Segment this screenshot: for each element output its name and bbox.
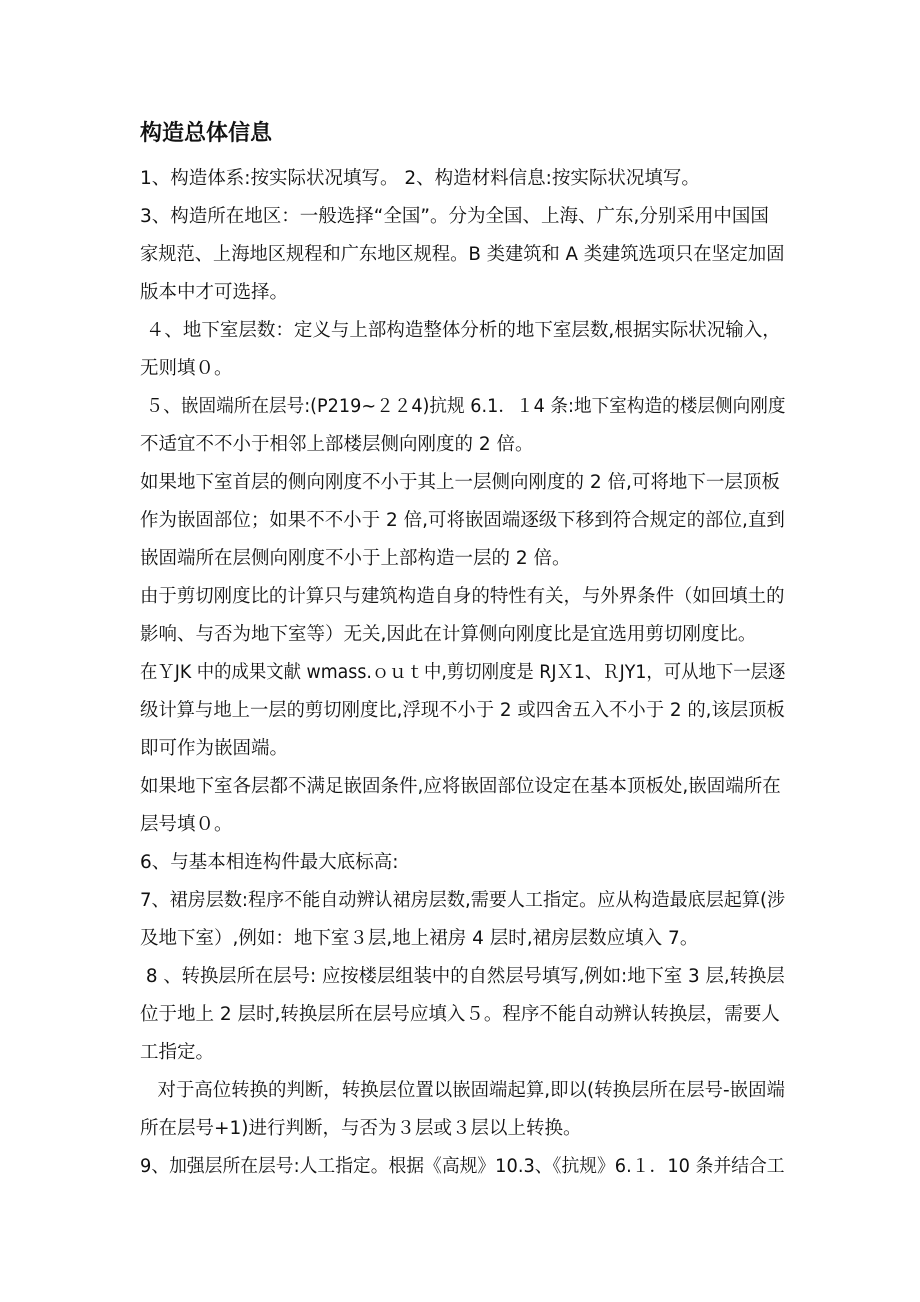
- text-line: 作为嵌固部位；如果不不小于 2 倍,可将嵌固端逐级下移到符合规定的部位,直到: [140, 510, 785, 531]
- text-line: 9、加强层所在层号:人工指定。根据《高规》10.3、《抗规》6.１．10 条并结合工: [140, 1156, 785, 1177]
- text-line: 由于剪切刚度比的计算只与建筑构造自身的特性有关，与外界条件（如回填土的: [140, 586, 785, 607]
- document-title: 构造总体信息: [140, 121, 273, 146]
- text-line: 版本中才可选择。: [140, 282, 289, 303]
- text-line: 如果地下室首层的侧向刚度不小于其上一层侧向刚度的 2 倍,可将地下一层顶板: [140, 472, 780, 493]
- text-line: 及地下室）,例如：地下室３层,地上裙房 4 层时,裙房层数应填入 7。: [140, 928, 699, 949]
- text-line: 在ＹJK 中的成果文献 wmass.ｏｕｔ中,剪切刚度是 RJＸ1、ＲJY1，可从地下一层逐: [140, 662, 786, 683]
- text-line: 3、构造所在地区：一般选择“全国”。分为全国、上海、广东,分别采用中国国: [140, 206, 769, 227]
- text-line: ４、地下室层数：定义与上部构造整体分析的地下室层数,根据实际状况输入，: [140, 320, 781, 341]
- text-line: 嵌固端所在层侧向刚度不小于上部构造一层的 2 倍。: [140, 548, 571, 569]
- text-line: 层号填０。: [140, 814, 233, 835]
- text-line: 8 、转换层所在层号: 应按楼层组装中的自然层号填写,例如:地下室 3 层,转换层: [140, 966, 785, 987]
- text-line: 位于地上 2 层时,转换层所在层号应填入５。程序不能自动辨认转换层，需要人: [140, 1004, 780, 1025]
- text-line: 影响、与否为地下室等）无关,因此在计算侧向刚度比是宜选用剪切刚度比。: [140, 624, 757, 645]
- text-line: 不适宜不不小于相邻上部楼层侧向刚度的 2 倍。: [140, 434, 534, 455]
- text-line: 工指定。: [140, 1042, 215, 1063]
- text-line: 即可作为嵌固端。: [140, 738, 289, 759]
- text-line: 无则填０。: [140, 358, 233, 379]
- text-line: 家规范、上海地区规程和广东地区规程。B 类建筑和 A 类建筑选项只在坚定加固: [140, 244, 785, 265]
- document-page: [140, 112, 785, 1186]
- text-line: ５、嵌固端所在层号:(P219~２２4)抗规 6.1．１4 条:地下室构造的楼层侧向刚度: [140, 396, 786, 417]
- text-line: 对于高位转换的判断，转换层位置以嵌固端起算,即以(转换层所在层号-嵌固端: [140, 1080, 785, 1101]
- text-line: 所在层号+1)进行判断，与否为３层或３层以上转换。: [140, 1118, 582, 1139]
- document-body: [140, 160, 785, 1186]
- text-line: 级计算与地上一层的剪切刚度比,浮现不小于 2 或四舍五入不小于 2 的,该层顶板: [140, 700, 785, 721]
- text-line: 1、构造体系:按实际状况填写。 2、构造材料信息:按实际状况填写。: [140, 168, 700, 189]
- text-line: 7、裙房层数:程序不能自动辨认裙房层数,需要人工指定。应从构造最底层起算(涉: [140, 890, 786, 911]
- text-line: 6、与基本相连构件最大底标高:: [140, 852, 399, 873]
- text-line: 如果地下室各层都不满足嵌固条件,应将嵌固部位设定在基本顶板处,嵌固端所在: [140, 776, 781, 797]
